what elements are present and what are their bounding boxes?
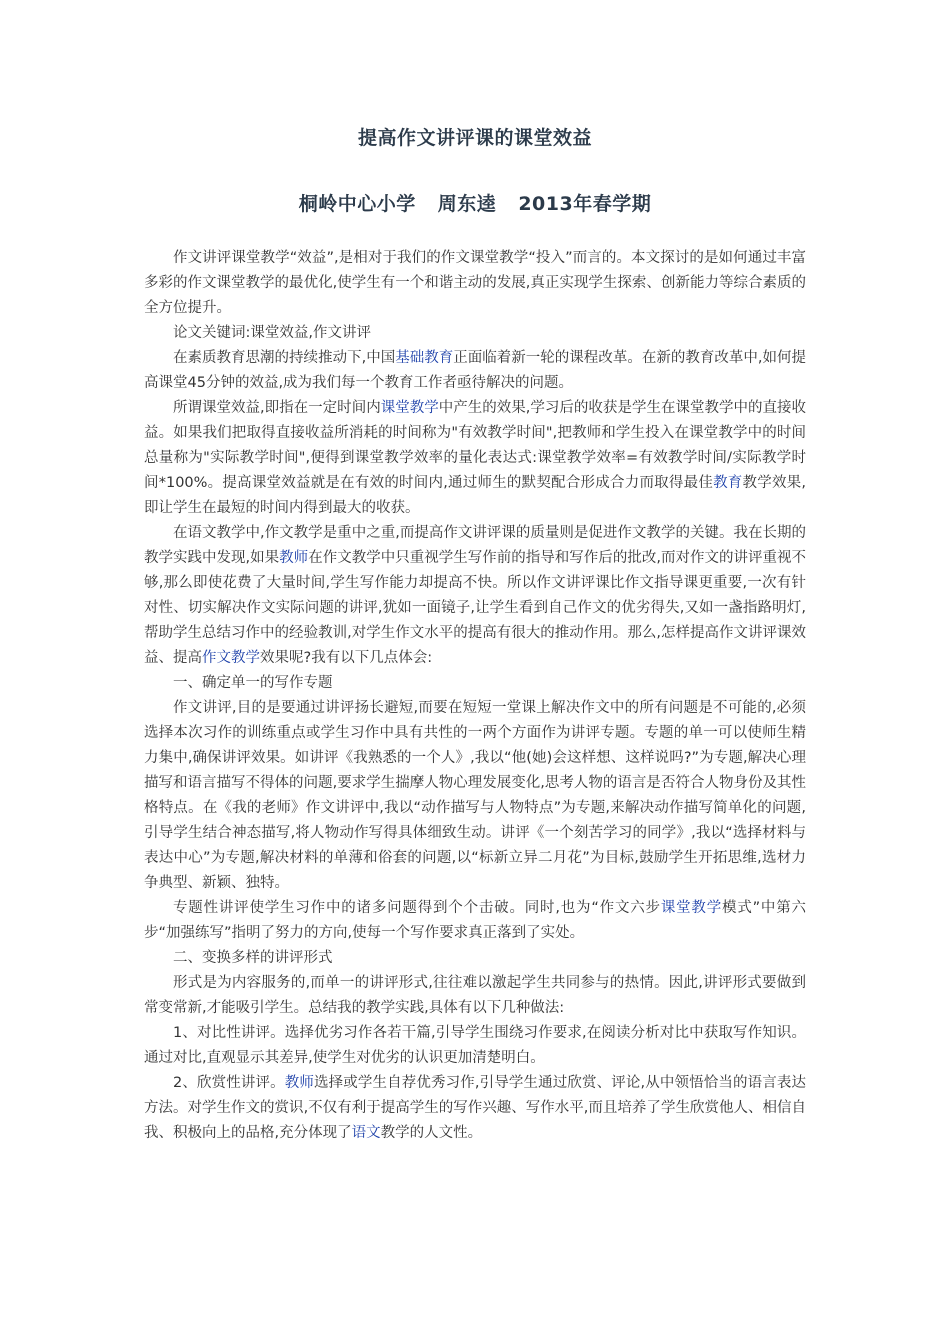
inline-link[interactable]: 教师 <box>279 550 309 566</box>
document-subtitle <box>144 184 806 224</box>
inline-link[interactable]: 语文 <box>351 1125 381 1141</box>
document-body <box>144 246 806 1146</box>
paragraph <box>144 521 806 671</box>
paragraph-text: 作文讲评,目的是要通过讲评扬长避短,而要在短短一堂课上解决作文中的所有问题是不可能的,必须选择本次习作的训练重点或学生习作中具有共性的一两个方面作为讲评专题。专题的单一可以使师生精力集中,确保讲评效果。如讲评《我熟悉的一个人》,我以“他(她)会这样想、这样说吗?”为专题,解决心理描写和语言描写不得体的问题,要求学生揣摩人物心理发展变化,思考人物的语言是否符合人物身份及其性格特点。在《我的老师》作文讲评中,我以“动作描写与人物特点”为专题,来解决动作描写简单化的问题,引导学生结合神态描写,将人物动作写得具体细致生动。讲评《一个刻苦学习的同学》,我以“选择材料与表达中心”为专题,解决材料的单薄和俗套的问题,以“标新立异二月花”为目标,鼓励学生开拓思维,选材力争典型、新颖、独特。 <box>144 700 806 891</box>
paragraph <box>144 321 806 346</box>
paragraph <box>144 246 806 321</box>
inline-link[interactable]: 基础教育 <box>395 350 454 366</box>
term-label: 2013年春学期 <box>518 193 652 215</box>
paragraph-text: 效果呢?我有以下几点体会: <box>260 650 433 666</box>
inline-link[interactable]: 教师 <box>284 1075 314 1091</box>
paragraph <box>144 671 806 696</box>
paragraph-text: 1、对比性讲评。选择优劣习作各若干篇,引导学生围绕习作要求,在阅读分析对比中获取写作知识。通过对比,直观显示其差异,使学生对优劣的认识更加清楚明白。 <box>144 1025 806 1066</box>
school-name: 桐岭中心小学 <box>298 193 416 215</box>
paragraph-text: 2、欣赏性讲评。 <box>173 1075 285 1091</box>
paragraph <box>144 1071 806 1146</box>
paragraph-text: 教学效果,即让学生在最短的时间内得到最大的收获。 <box>144 475 807 516</box>
document-title: 提高作文讲评课的课堂效益 <box>357 127 592 149</box>
paragraph <box>144 946 806 971</box>
paragraph-text: 一、确定单一的写作专题 <box>173 675 333 691</box>
paragraph-text: 所谓课堂效益,即指在一定时间内 <box>173 400 381 416</box>
paragraph-text: 在素质教育思潮的持续推动下,中国 <box>173 350 396 366</box>
paragraph-text: 专题性讲评使学生习作中的诸多问题得到个个击破。同时,也为“作文六步 <box>173 900 661 916</box>
paragraph-text: 在作文教学中只重视学生写作前的指导和写作后的批改,而对作文的讲评重视不够,那么即使花费了大量时间,学生写作能力却提高不快。所以作文讲评课比作文指导课更重要,一次有针对性、切实解决作文实际问题的讲评,犹如一面镜子,让学生看到自己作文的优劣得失,又如一盏指路明灯,帮助学生总结习作中的经验教训,对学生作文水平的提高有很大的推动作用。那么,怎样提高作文讲评课效益、提高 <box>144 550 807 666</box>
paragraph-text: 中产生的效果,学习后的收获是学生在课堂教学中的直接收益。如果我们把取得直接收益所消耗的时间称为"有效教学时间",把教师和学生投入在课堂教学中的时间总量称为"实际教学时间",便得到课堂教学效率的量化表达式:课堂教学效率=有效教学时间/实际教学时间*100%。提高课堂效益就是在有效的时间内,通过师生的默契配合形成合力而取得最佳 <box>144 400 807 491</box>
paragraph-text: 模式”中第六步“加强练写”指明了努力的方向,使每一个写作要求真正落到了实处。 <box>144 900 807 941</box>
paragraph-text: 论文关键词:课堂效益,作文讲评 <box>173 325 371 341</box>
paragraph <box>144 896 806 946</box>
paragraph <box>144 696 806 896</box>
paragraph <box>144 346 806 396</box>
paragraph-text: 在语文教学中,作文教学是重中之重,而提高作文讲评课的质量则是促进作文教学的关键。我在长期的教学实践中发现,如果 <box>144 525 806 566</box>
inline-link[interactable]: 课堂教学 <box>380 400 439 416</box>
paragraph-text: 教学的人文性。 <box>380 1125 483 1141</box>
paragraph-text: 作文讲评课堂教学“效益”,是相对于我们的作文课堂教学“投入”而言的。本文探讨的是如何通过丰富多彩的作文课堂教学的最优化,使学生有一个和谐主动的发展,真正实现学生探索、创新能力等综合素质的全方位提升。 <box>144 250 806 316</box>
paragraph <box>144 971 806 1021</box>
inline-link[interactable]: 课堂教学 <box>660 900 723 916</box>
paragraph <box>144 1021 806 1071</box>
author-name: 周东逵 <box>437 193 497 215</box>
inline-link[interactable]: 作文教学 <box>202 650 260 666</box>
inline-link[interactable]: 教育 <box>713 475 743 491</box>
paragraph-text: 选择或学生自荐优秀习作,引导学生通过欣赏、评论,从中领悟恰当的语言表达方法。对学生作文的赏识,不仅有利于提高学生的写作兴趣、写作水平,而且培养了学生欣赏他人、相信自我、积极向上的品格,充分体现了 <box>144 1075 807 1141</box>
paragraph-text: 正面临着新一轮的课程改革。在新的教育改革中,如何提高课堂45分钟的效益,成为我们每一个教育工作者亟待解决的问题。 <box>144 350 807 391</box>
paragraph-text: 形式是为内容服务的,而单一的讲评形式,往往难以激起学生共同参与的热情。因此,讲评形式要做到常变常新,才能吸引学生。总结我的教学实践,具体有以下几种做法: <box>144 975 806 1016</box>
paragraph <box>144 396 806 521</box>
paragraph-text: 二、变换多样的讲评形式 <box>173 950 333 966</box>
